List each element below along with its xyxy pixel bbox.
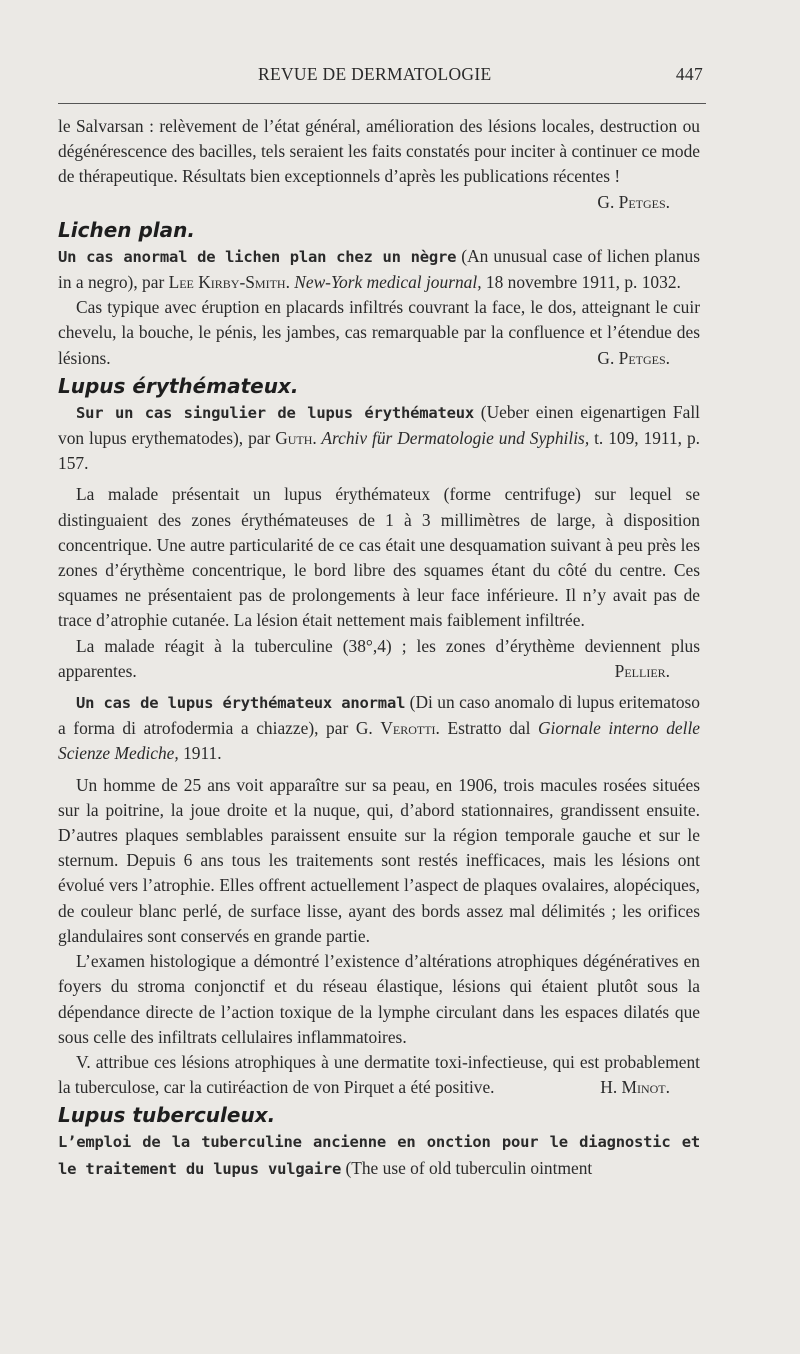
lupus-ery-article2-journal: Giornale interno delle Scienze Mediche, xyxy=(58,718,700,764)
lupus-ery-article1-author: Guth. xyxy=(275,428,317,449)
lichen-ref-1: (An unusual case of lichen planus in a negro), par xyxy=(58,245,700,293)
lupus-ery-article2-para2: L’examen histologique a démontré l’existence d’altérations atrophiques dégénératives en foyers du stroma conjonctif et du réseau élastique, lésions qui étaient plutôt sous la dépendance directe de l’action toxique de la lymphe circulant dans les espaces dilatés que sous celle des infiltrats cellulaires inflammatoires. xyxy=(58,951,700,1047)
lichen-reference xyxy=(58,244,700,295)
intro-text: le Salvarsan : relèvement de l’état général, amélioration des lésions locales, destruction ou dégénérescence des bacilles, tels seraient les faits constatés pour inciter à continuer ce mode de thérapeutique. Résultats bien exceptionnels d’après les publications récentes ! xyxy=(58,116,700,187)
section-heading-lupus-erythemateux: Lupus érythémateux. xyxy=(58,373,299,398)
page-number: 447 xyxy=(675,64,703,84)
lupus-ery-article2-ref-1: (Di un caso anomalo di lupus eritematoso a forma di atrofodermia a chiazze), par G. xyxy=(58,692,700,739)
intro-paragraph xyxy=(58,114,700,215)
lupus-ery-article2-reference xyxy=(58,690,700,767)
lichen-article-title: Un cas anormal de lichen plan chez un nègre xyxy=(58,247,457,266)
page-body xyxy=(58,114,700,1182)
lupus-ery-article1-ref-2: t. 109, 1911, p. 157. xyxy=(58,428,700,474)
lupus-ery-article1-para2 xyxy=(58,634,700,684)
lupus-ery-article1-para1: La malade présentait un lupus érythémateux (forme centrifuge) sur lequel se distinguaient des zones érythémateuses de 1 à 3 millimètres de large, à disposition concentrique. Une autre particularité de ce cas était une desquamation suivant à peu près les zones d’érythème concentrique, le bord libre des squames étant du côté du centre. Ces squames ne présentaient pas de prolongements à leur face inférieure. Il n’y avait pas de trace d’atrophie cutanée. La lésion était nettement mais faiblement infiltrée. xyxy=(58,484,700,631)
lupus-ery-article1-title: Sur un cas singulier de lupus érythémateux xyxy=(76,403,475,422)
lupus-ery-article1-reference xyxy=(58,400,700,477)
lupus-ery-article2-author: Verotti. xyxy=(380,718,440,739)
lupus-tub-article-title: L’emploi de la tuberculine ancienne en onction pour le diagnostic et le traitement du lupus vulgaire xyxy=(58,1133,700,1178)
lupus-ery-article2-ref-2: Estratto dal xyxy=(439,718,538,739)
section-heading-lichen: Lichen plan. xyxy=(58,217,195,242)
intro-signature: G. Petges. xyxy=(597,191,670,212)
lichen-summary xyxy=(58,295,700,371)
lichen-signature: G. Petges. xyxy=(597,347,670,368)
lichen-ref-2: 18 novembre 1911, p. 1032. xyxy=(481,272,681,293)
lupus-ery-article1-para2-text: La malade réagit à la tuberculine (38°,4) ; les zones d’érythème deviennent plus apparentes. xyxy=(58,635,700,681)
lupus-ery-article2-para3-text: V. attribue ces lésions atrophiques à une dermatite toxi-infectieuse, qui est probablement la tuberculose, car la cutiréaction de von Pirquet a été positive. xyxy=(58,1051,700,1098)
lupus-ery-article2-para1: Un homme de 25 ans voit apparaître sur sa peau, en 1906, trois macules rosées situées sur la poitrine, la joue droite et la nuque, qui, d’abord stationnaires, grandissent ensuite. D’autres plaques semblables paraissent ensuite sur la région temporale gauche et sur le sternum. Depuis 6 ans tous les traitements sont restés inefficaces, mais les lésions ont évolué vers l’atrophie. Elles offrent actuellement l’aspect de plaques ovalaires, alopéciques, de couleur blanc perlé, de surface lisse, ayant des bords assez mal délimités ; les orifices glandulaires sont conservés en grande partie. xyxy=(58,774,700,946)
lupus-ery-article1-journal: Archiv für Dermatologie und Syphilis, xyxy=(316,428,590,449)
section-heading-lupus-tuberculeux: Lupus tuberculeux. xyxy=(58,1103,276,1128)
lupus-ery-article1-signature: Pellier. xyxy=(614,660,670,681)
lichen-author: Lee Kirby-Smith. xyxy=(168,272,290,293)
lupus-ery-article2-title: Un cas de lupus érythémateux anormal xyxy=(76,694,406,713)
header-rule xyxy=(58,103,706,104)
lupus-ery-article1-ref-1: (Ueber einen eigenartigen Fall von lupus erythematodes), par xyxy=(58,401,700,449)
lupus-tub-reference xyxy=(58,1129,700,1181)
lupus-ery-article2-ref-3: 1911. xyxy=(178,743,222,764)
lupus-tub-ref-1: (The use of old tuberculin ointment xyxy=(341,1157,593,1178)
lichen-journal: New-York medical journal, xyxy=(289,272,482,293)
journal-title: REVUE DE DERMATOLOGIE xyxy=(258,64,492,84)
lupus-ery-article2-para3 xyxy=(58,1050,700,1100)
lupus-ery-article2-signature: H. Minot. xyxy=(600,1077,670,1098)
lichen-summary-text: Cas typique avec éruption en placards infiltrés couvrant la face, le dos, atteignant le cuir chevelu, la bouche, le pénis, les jambes, cas remarquable par la confluence et l’étendue des lésions. xyxy=(58,297,700,368)
